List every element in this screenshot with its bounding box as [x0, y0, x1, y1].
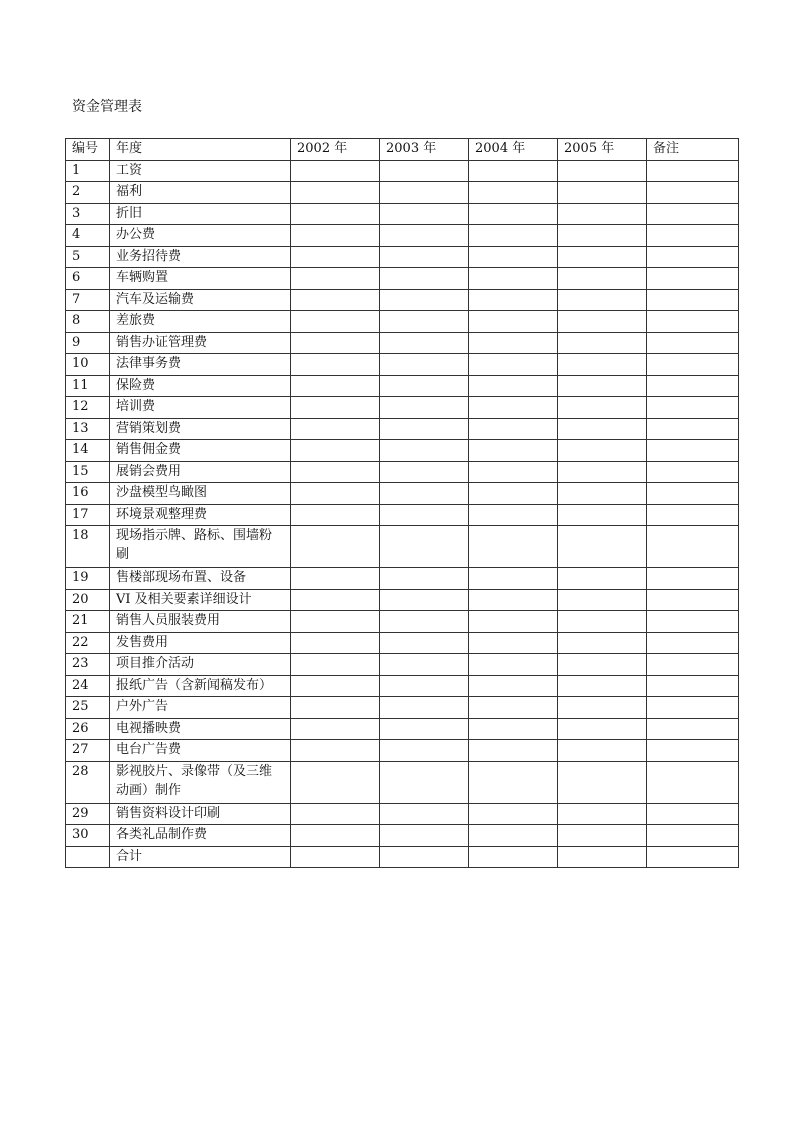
cell-2002[interactable] [291, 461, 380, 483]
cell-2002[interactable] [291, 289, 380, 311]
cell-2003[interactable] [380, 589, 469, 611]
cell-2004[interactable] [469, 354, 558, 376]
table-row [66, 418, 739, 440]
cell-2002[interactable] [291, 825, 380, 847]
cell-2003[interactable] [380, 160, 469, 182]
table-row [66, 397, 739, 419]
row-number: 7 [66, 289, 110, 311]
cell-2002[interactable] [291, 182, 380, 204]
cell-remarks[interactable] [647, 803, 739, 825]
cell-2003[interactable] [380, 354, 469, 376]
cell-2005[interactable] [558, 504, 647, 526]
cell-2005[interactable] [558, 354, 647, 376]
cell-2004[interactable] [469, 611, 558, 633]
table-row [66, 675, 739, 697]
row-item: 各类礼品制作费 [110, 825, 291, 847]
cell-2003[interactable] [380, 397, 469, 419]
cell-2003[interactable] [380, 311, 469, 333]
cell-remarks[interactable] [647, 311, 739, 333]
row-number: 30 [66, 825, 110, 847]
cell-2002[interactable] [291, 311, 380, 333]
cell-2002[interactable] [291, 846, 380, 868]
cell-remarks[interactable] [647, 461, 739, 483]
cell-2005[interactable] [558, 589, 647, 611]
row-item: 影视胶片、录像带（及三维动画）制作 [110, 761, 291, 803]
header-remarks: 备注 [647, 139, 739, 161]
row-number: 1 [66, 160, 110, 182]
cell-2003[interactable] [380, 526, 469, 568]
cell-2005[interactable] [558, 160, 647, 182]
cell-remarks[interactable] [647, 203, 739, 225]
cell-2005[interactable] [558, 654, 647, 676]
cell-2005[interactable] [558, 718, 647, 740]
cell-2003[interactable] [380, 504, 469, 526]
header-2003: 2003 年 [380, 139, 469, 161]
table-row [66, 268, 739, 290]
cell-remarks[interactable] [647, 526, 739, 568]
cell-remarks[interactable] [647, 589, 739, 611]
table-row [66, 568, 739, 590]
cell-2005[interactable] [558, 846, 647, 868]
row-item: 业务招待费 [110, 246, 291, 268]
cell-remarks[interactable] [647, 440, 739, 462]
row-number [66, 846, 110, 868]
cell-2005[interactable] [558, 246, 647, 268]
cell-remarks[interactable] [647, 225, 739, 247]
cell-2003[interactable] [380, 268, 469, 290]
row-number: 27 [66, 740, 110, 762]
cell-remarks[interactable] [647, 268, 739, 290]
cell-2004[interactable] [469, 160, 558, 182]
row-number: 29 [66, 803, 110, 825]
row-number: 4 [66, 225, 110, 247]
row-number: 13 [66, 418, 110, 440]
cell-remarks[interactable] [647, 654, 739, 676]
cell-2002[interactable] [291, 589, 380, 611]
cell-2003[interactable] [380, 697, 469, 719]
row-item: 户外广告 [110, 697, 291, 719]
cell-2004[interactable] [469, 225, 558, 247]
table-row [66, 504, 739, 526]
cell-2005[interactable] [558, 568, 647, 590]
cell-2004[interactable] [469, 504, 558, 526]
cell-2005[interactable] [558, 697, 647, 719]
row-number: 15 [66, 461, 110, 483]
cell-2005[interactable] [558, 526, 647, 568]
row-item: 电台广告费 [110, 740, 291, 762]
cell-2003[interactable] [380, 440, 469, 462]
cell-2004[interactable] [469, 418, 558, 440]
cell-remarks[interactable] [647, 740, 739, 762]
cell-2005[interactable] [558, 675, 647, 697]
cell-remarks[interactable] [647, 332, 739, 354]
row-number: 20 [66, 589, 110, 611]
cell-remarks[interactable] [647, 611, 739, 633]
cell-2002[interactable] [291, 504, 380, 526]
table-row [66, 354, 739, 376]
table-row [66, 761, 739, 803]
row-item: 工资 [110, 160, 291, 182]
cell-2004[interactable] [469, 589, 558, 611]
cell-2003[interactable] [380, 803, 469, 825]
table-row [66, 440, 739, 462]
cell-2005[interactable] [558, 483, 647, 505]
table-row [66, 289, 739, 311]
cell-2005[interactable] [558, 268, 647, 290]
row-item: 销售人员服装费用 [110, 611, 291, 633]
row-item: 销售资料设计印刷 [110, 803, 291, 825]
cell-remarks[interactable] [647, 160, 739, 182]
cell-remarks[interactable] [647, 846, 739, 868]
table-body [66, 160, 739, 868]
cell-2003[interactable] [380, 418, 469, 440]
row-item: 电视播映费 [110, 718, 291, 740]
cell-2003[interactable] [380, 225, 469, 247]
cell-2002[interactable] [291, 375, 380, 397]
table-row [66, 846, 739, 868]
cell-2005[interactable] [558, 825, 647, 847]
cell-2004[interactable] [469, 311, 558, 333]
cell-2003[interactable] [380, 611, 469, 633]
table-row [66, 311, 739, 333]
cell-remarks[interactable] [647, 246, 739, 268]
cell-2002[interactable] [291, 397, 380, 419]
row-number: 11 [66, 375, 110, 397]
row-number: 16 [66, 483, 110, 505]
cell-2004[interactable] [469, 632, 558, 654]
cell-2002[interactable] [291, 418, 380, 440]
cell-2002[interactable] [291, 718, 380, 740]
cell-2002[interactable] [291, 654, 380, 676]
cell-2002[interactable] [291, 611, 380, 633]
row-item: 项目推介活动 [110, 654, 291, 676]
cell-2005[interactable] [558, 203, 647, 225]
row-number: 17 [66, 504, 110, 526]
row-item: 汽车及运输费 [110, 289, 291, 311]
row-item: 福利 [110, 182, 291, 204]
cell-2004[interactable] [469, 461, 558, 483]
table-row [66, 740, 739, 762]
cell-remarks[interactable] [647, 697, 739, 719]
row-item: 法律事务费 [110, 354, 291, 376]
cell-2005[interactable] [558, 397, 647, 419]
header-year-item: 年度 [110, 139, 291, 161]
cell-2003[interactable] [380, 332, 469, 354]
table-row [66, 225, 739, 247]
table-row [66, 697, 739, 719]
cell-2004[interactable] [469, 483, 558, 505]
row-number: 24 [66, 675, 110, 697]
table-row [66, 632, 739, 654]
cell-2004[interactable] [469, 332, 558, 354]
table-header-row [66, 139, 739, 161]
row-number: 5 [66, 246, 110, 268]
row-item: 差旅费 [110, 311, 291, 333]
row-item: 发售费用 [110, 632, 291, 654]
row-number: 12 [66, 397, 110, 419]
row-number: 3 [66, 203, 110, 225]
table-row [66, 203, 739, 225]
cell-2003[interactable] [380, 568, 469, 590]
cell-2004[interactable] [469, 526, 558, 568]
cell-2005[interactable] [558, 311, 647, 333]
cell-remarks[interactable] [647, 289, 739, 311]
cell-2002[interactable] [291, 246, 380, 268]
row-number: 22 [66, 632, 110, 654]
cell-remarks[interactable] [647, 761, 739, 803]
cell-2003[interactable] [380, 632, 469, 654]
cell-2004[interactable] [469, 654, 558, 676]
cell-2005[interactable] [558, 418, 647, 440]
row-number: 21 [66, 611, 110, 633]
cell-remarks[interactable] [647, 354, 739, 376]
row-number: 26 [66, 718, 110, 740]
table-row [66, 803, 739, 825]
cell-2002[interactable] [291, 440, 380, 462]
row-item: 销售佣金费 [110, 440, 291, 462]
cell-2003[interactable] [380, 675, 469, 697]
row-number: 19 [66, 568, 110, 590]
row-item: 办公费 [110, 225, 291, 247]
table-row [66, 461, 739, 483]
cell-2005[interactable] [558, 332, 647, 354]
cell-remarks[interactable] [647, 568, 739, 590]
header-2005: 2005 年 [558, 139, 647, 161]
cell-2003[interactable] [380, 761, 469, 803]
header-2002: 2002 年 [291, 139, 380, 161]
cell-remarks[interactable] [647, 418, 739, 440]
cell-2002[interactable] [291, 526, 380, 568]
cell-2002[interactable] [291, 225, 380, 247]
cell-2004[interactable] [469, 740, 558, 762]
cell-2002[interactable] [291, 354, 380, 376]
cell-remarks[interactable] [647, 375, 739, 397]
cell-2004[interactable] [469, 397, 558, 419]
cell-2003[interactable] [380, 483, 469, 505]
fund-management-table [65, 138, 739, 868]
row-number: 8 [66, 311, 110, 333]
cell-2005[interactable] [558, 611, 647, 633]
row-item: 现场指示牌、路标、围墙粉刷 [110, 526, 291, 568]
cell-2003[interactable] [380, 375, 469, 397]
cell-2005[interactable] [558, 740, 647, 762]
row-number: 6 [66, 268, 110, 290]
row-item: 保险费 [110, 375, 291, 397]
cell-2002[interactable] [291, 332, 380, 354]
cell-2003[interactable] [380, 825, 469, 847]
row-number: 25 [66, 697, 110, 719]
row-item: VI 及相关要素详细设计 [110, 589, 291, 611]
table-row [66, 718, 739, 740]
cell-2004[interactable] [469, 825, 558, 847]
cell-remarks[interactable] [647, 632, 739, 654]
row-item: 环境景观整理费 [110, 504, 291, 526]
cell-2002[interactable] [291, 632, 380, 654]
cell-2004[interactable] [469, 375, 558, 397]
cell-2004[interactable] [469, 846, 558, 868]
cell-2004[interactable] [469, 803, 558, 825]
row-item: 培训费 [110, 397, 291, 419]
cell-2005[interactable] [558, 461, 647, 483]
cell-2004[interactable] [469, 761, 558, 803]
table-row [66, 483, 739, 505]
cell-2002[interactable] [291, 203, 380, 225]
cell-remarks[interactable] [647, 182, 739, 204]
cell-2002[interactable] [291, 483, 380, 505]
cell-2003[interactable] [380, 846, 469, 868]
row-item: 营销策划费 [110, 418, 291, 440]
table-row [66, 611, 739, 633]
table-row [66, 589, 739, 611]
cell-remarks[interactable] [647, 825, 739, 847]
cell-2002[interactable] [291, 740, 380, 762]
row-item: 售楼部现场布置、设备 [110, 568, 291, 590]
cell-2005[interactable] [558, 632, 647, 654]
table-row [66, 825, 739, 847]
cell-2002[interactable] [291, 697, 380, 719]
table-row [66, 332, 739, 354]
row-number: 9 [66, 332, 110, 354]
row-item: 展销会费用 [110, 461, 291, 483]
table-row [66, 654, 739, 676]
cell-2005[interactable] [558, 761, 647, 803]
row-item: 车辆购置 [110, 268, 291, 290]
cell-2002[interactable] [291, 761, 380, 803]
cell-2004[interactable] [469, 289, 558, 311]
row-number: 14 [66, 440, 110, 462]
table-row [66, 526, 739, 568]
cell-2002[interactable] [291, 675, 380, 697]
cell-2003[interactable] [380, 740, 469, 762]
row-item: 销售办证管理费 [110, 332, 291, 354]
cell-2003[interactable] [380, 203, 469, 225]
row-number: 28 [66, 761, 110, 803]
cell-2005[interactable] [558, 225, 647, 247]
cell-2003[interactable] [380, 718, 469, 740]
cell-2005[interactable] [558, 289, 647, 311]
cell-2002[interactable] [291, 803, 380, 825]
table-row [66, 246, 739, 268]
cell-2003[interactable] [380, 654, 469, 676]
row-number: 2 [66, 182, 110, 204]
cell-2004[interactable] [469, 203, 558, 225]
cell-2002[interactable] [291, 568, 380, 590]
page-title: 资金管理表 [72, 99, 142, 115]
cell-2003[interactable] [380, 182, 469, 204]
table-row [66, 182, 739, 204]
cell-2005[interactable] [558, 803, 647, 825]
row-number: 18 [66, 526, 110, 568]
table-row [66, 160, 739, 182]
cell-2004[interactable] [469, 246, 558, 268]
cell-2004[interactable] [469, 182, 558, 204]
cell-2002[interactable] [291, 268, 380, 290]
cell-2004[interactable] [469, 440, 558, 462]
cell-2004[interactable] [469, 568, 558, 590]
cell-2005[interactable] [558, 440, 647, 462]
cell-2003[interactable] [380, 461, 469, 483]
header-number: 编号 [66, 139, 110, 161]
cell-2004[interactable] [469, 268, 558, 290]
row-number: 23 [66, 654, 110, 676]
header-2004: 2004 年 [469, 139, 558, 161]
cell-remarks[interactable] [647, 397, 739, 419]
row-item: 折旧 [110, 203, 291, 225]
cell-remarks[interactable] [647, 504, 739, 526]
cell-2002[interactable] [291, 160, 380, 182]
cell-2003[interactable] [380, 246, 469, 268]
cell-remarks[interactable] [647, 675, 739, 697]
table-row [66, 375, 739, 397]
row-item: 沙盘模型鸟瞰图 [110, 483, 291, 505]
cell-2005[interactable] [558, 375, 647, 397]
row-number: 10 [66, 354, 110, 376]
row-item: 报纸广告（含新闻稿发布） [110, 675, 291, 697]
cell-remarks[interactable] [647, 718, 739, 740]
row-item: 合计 [110, 846, 291, 868]
cell-2004[interactable] [469, 718, 558, 740]
cell-2003[interactable] [380, 289, 469, 311]
cell-remarks[interactable] [647, 483, 739, 505]
cell-2004[interactable] [469, 675, 558, 697]
cell-2004[interactable] [469, 697, 558, 719]
cell-2005[interactable] [558, 182, 647, 204]
